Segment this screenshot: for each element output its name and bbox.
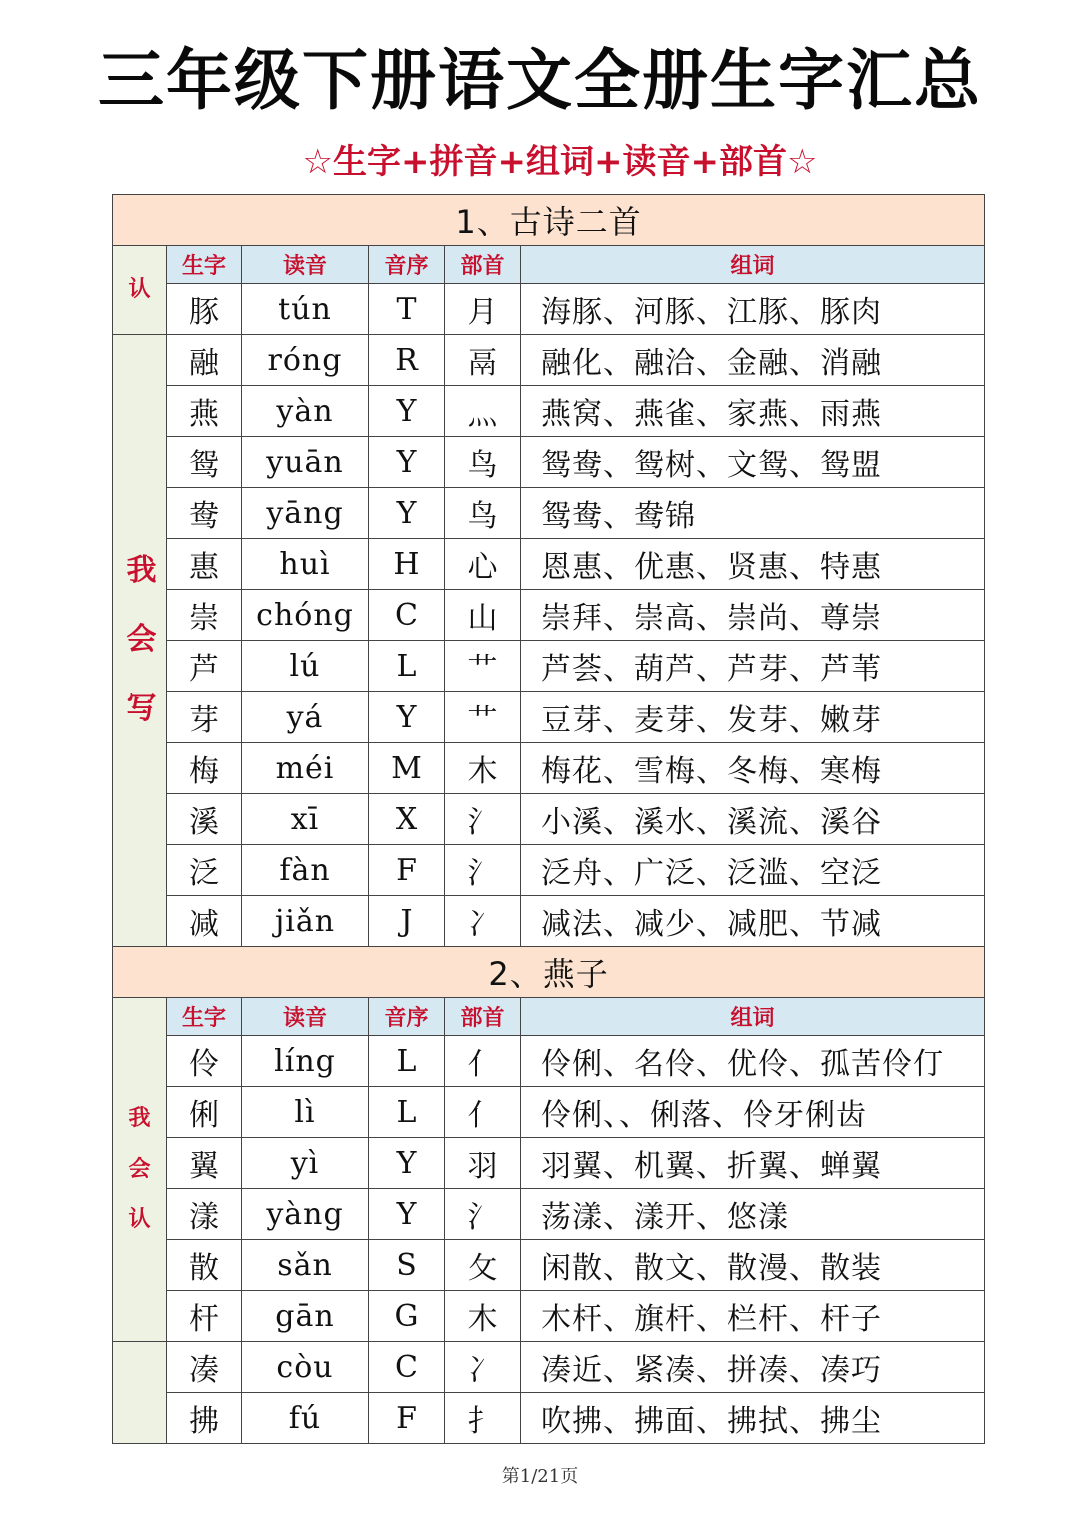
char-cell: 芦	[167, 641, 242, 692]
words-cell: 融化、融洽、金融、消融	[521, 335, 985, 386]
radical-cell: 艹	[445, 641, 521, 692]
table-row	[113, 488, 985, 539]
lesson-1-header	[113, 195, 985, 246]
lesson-2-header-title: 2、燕子	[113, 947, 985, 998]
table-row	[113, 743, 985, 794]
index-cell: Y	[369, 437, 445, 488]
radical-cell: 攵	[445, 1240, 521, 1291]
pinyin-cell: méi	[242, 743, 369, 794]
index-cell: S	[369, 1240, 445, 1291]
radical-cell: 亻	[445, 1087, 521, 1138]
words-cell: 小溪、溪水、溪流、溪谷	[521, 794, 985, 845]
char-cell: 芽	[167, 692, 242, 743]
index-cell: L	[369, 1087, 445, 1138]
pinyin-cell: yì	[242, 1138, 369, 1189]
index-cell: Y	[369, 386, 445, 437]
char-cell: 减	[167, 896, 242, 947]
pinyin-cell: còu	[242, 1342, 369, 1393]
radical-cell: 鸟	[445, 437, 521, 488]
table-row	[113, 1342, 985, 1393]
table-row	[113, 539, 985, 590]
header-pinyin: 读音	[242, 998, 369, 1036]
words-cell: 芦荟、葫芦、芦芽、芦苇	[521, 641, 985, 692]
header-words: 组词	[521, 998, 985, 1036]
words-cell: 鸳鸯、鸳树、文鸳、鸳盟	[521, 437, 985, 488]
char-cell: 鸯	[167, 488, 242, 539]
group-label	[113, 246, 167, 335]
char-cell: 溪	[167, 794, 242, 845]
table-row	[113, 1036, 985, 1087]
table-row	[113, 284, 985, 335]
pinyin-cell: lì	[242, 1087, 369, 1138]
words-cell: 豆芽、麦芽、发芽、嫩芽	[521, 692, 985, 743]
pinyin-cell: jiǎn	[242, 896, 369, 947]
words-cell: 崇拜、崇高、崇尚、尊崇	[521, 590, 985, 641]
table-row	[113, 1189, 985, 1240]
pinyin-cell: tún	[242, 284, 369, 335]
pinyin-cell: yá	[242, 692, 369, 743]
radical-cell: 鬲	[445, 335, 521, 386]
index-cell: J	[369, 896, 445, 947]
char-cell: 凑	[167, 1342, 242, 1393]
index-cell: L	[369, 641, 445, 692]
index-cell: Y	[369, 692, 445, 743]
words-cell: 荡漾、漾开、悠漾	[521, 1189, 985, 1240]
radical-cell: 木	[445, 1291, 521, 1342]
char-cell: 鸳	[167, 437, 242, 488]
words-cell: 吹拂、拂面、拂拭、拂尘	[521, 1393, 985, 1444]
page-title: 三年级下册语文全册生字汇总	[98, 42, 982, 119]
char-cell: 豚	[167, 284, 242, 335]
header-index: 音序	[369, 998, 445, 1036]
table-row	[113, 437, 985, 488]
radical-cell: 氵	[445, 1189, 521, 1240]
radical-cell: 冫	[445, 896, 521, 947]
index-cell: Y	[369, 1138, 445, 1189]
header-words: 组词	[521, 246, 985, 284]
lesson-2-header	[113, 947, 985, 998]
pinyin-cell: sǎn	[242, 1240, 369, 1291]
group-label-text: 认	[128, 277, 151, 303]
char-cell: 拂	[167, 1393, 242, 1444]
group-label-text: 我 会 写	[126, 553, 157, 727]
index-cell: G	[369, 1291, 445, 1342]
header-radical: 部首	[445, 246, 521, 284]
pinyin-cell: gān	[242, 1291, 369, 1342]
radical-cell: 氵	[445, 845, 521, 896]
char-cell: 翼	[167, 1138, 242, 1189]
table-row	[113, 1393, 985, 1444]
words-cell: 燕窝、燕雀、家燕、雨燕	[521, 386, 985, 437]
char-cell: 伶	[167, 1036, 242, 1087]
table-row	[113, 641, 985, 692]
lesson-1-column-headers	[113, 246, 985, 284]
page-number: 第1/21页	[501, 1466, 579, 1487]
radical-cell: 山	[445, 590, 521, 641]
table-row	[113, 1087, 985, 1138]
words-cell: 泛舟、广泛、泛滥、空泛	[521, 845, 985, 896]
index-cell: F	[369, 845, 445, 896]
header-radical: 部首	[445, 998, 521, 1036]
pinyin-cell: chóng	[242, 590, 369, 641]
words-cell: 鸳鸯、鸯锦	[521, 488, 985, 539]
char-cell: 俐	[167, 1087, 242, 1138]
table-row	[113, 896, 985, 947]
group-label	[113, 998, 167, 1342]
pinyin-cell: yāng	[242, 488, 369, 539]
table-row	[113, 335, 985, 386]
table-row	[113, 794, 985, 845]
index-cell: Y	[369, 1189, 445, 1240]
index-cell: C	[369, 590, 445, 641]
index-cell: H	[369, 539, 445, 590]
table-row	[113, 386, 985, 437]
char-cell: 泛	[167, 845, 242, 896]
pinyin-cell: yuān	[242, 437, 369, 488]
words-cell: 减法、减少、减肥、节减	[521, 896, 985, 947]
radical-cell: 心	[445, 539, 521, 590]
table-row	[113, 590, 985, 641]
char-cell: 融	[167, 335, 242, 386]
words-cell: 伶俐、、俐落、伶牙俐齿	[521, 1087, 985, 1138]
index-cell: X	[369, 794, 445, 845]
pinyin-cell: yàn	[242, 386, 369, 437]
radical-cell: 冫	[445, 1342, 521, 1393]
words-cell: 羽翼、机翼、折翼、蝉翼	[521, 1138, 985, 1189]
pinyin-cell: líng	[242, 1036, 369, 1087]
index-cell: Y	[369, 488, 445, 539]
header-index: 音序	[369, 246, 445, 284]
table-row	[113, 1291, 985, 1342]
table-row	[113, 845, 985, 896]
table-row	[113, 1138, 985, 1189]
table-row	[113, 692, 985, 743]
lesson-2-column-headers	[113, 998, 985, 1036]
char-cell: 漾	[167, 1189, 242, 1240]
char-cell: 惠	[167, 539, 242, 590]
radical-cell: 羽	[445, 1138, 521, 1189]
pinyin-cell: fú	[242, 1393, 369, 1444]
char-cell: 燕	[167, 386, 242, 437]
char-cell: 崇	[167, 590, 242, 641]
index-cell: M	[369, 743, 445, 794]
header-char: 生字	[167, 998, 242, 1036]
group-label	[113, 335, 167, 947]
header-pinyin: 读音	[242, 246, 369, 284]
group-label-text: 我 会 认	[128, 1106, 151, 1233]
words-cell: 凑近、紧凑、拼凑、凑巧	[521, 1342, 985, 1393]
char-cell: 梅	[167, 743, 242, 794]
radical-cell: 灬	[445, 386, 521, 437]
pinyin-cell: xī	[242, 794, 369, 845]
char-cell: 散	[167, 1240, 242, 1291]
index-cell: F	[369, 1393, 445, 1444]
radical-cell: 鸟	[445, 488, 521, 539]
words-cell: 木杆、旗杆、栏杆、杆子	[521, 1291, 985, 1342]
pinyin-cell: róng	[242, 335, 369, 386]
radical-cell: 氵	[445, 794, 521, 845]
lesson-1-header-title: 1、古诗二首	[113, 195, 985, 246]
pinyin-cell: huì	[242, 539, 369, 590]
words-cell: 闲散、散文、散漫、散装	[521, 1240, 985, 1291]
radical-cell: 亻	[445, 1036, 521, 1087]
index-cell: R	[369, 335, 445, 386]
pinyin-cell: yàng	[242, 1189, 369, 1240]
pinyin-cell: lú	[242, 641, 369, 692]
words-cell: 伶俐、名伶、优伶、孤苦伶仃	[521, 1036, 985, 1087]
group-label	[113, 1342, 167, 1444]
char-cell: 杆	[167, 1291, 242, 1342]
radical-cell: 扌	[445, 1393, 521, 1444]
radical-cell: 月	[445, 284, 521, 335]
table-row	[113, 1240, 985, 1291]
pinyin-cell: fàn	[242, 845, 369, 896]
words-cell: 海豚、河豚、江豚、豚肉	[521, 284, 985, 335]
words-cell: 梅花、雪梅、冬梅、寒梅	[521, 743, 985, 794]
radical-cell: 艹	[445, 692, 521, 743]
vocabulary-table	[112, 194, 985, 1444]
header-char: 生字	[167, 246, 242, 284]
index-cell: L	[369, 1036, 445, 1087]
index-cell: C	[369, 1342, 445, 1393]
words-cell: 恩惠、优惠、贤惠、特惠	[521, 539, 985, 590]
index-cell: T	[369, 284, 445, 335]
page-subtitle: ☆生字+拼音+组词+读音+部首☆	[302, 142, 818, 182]
radical-cell: 木	[445, 743, 521, 794]
